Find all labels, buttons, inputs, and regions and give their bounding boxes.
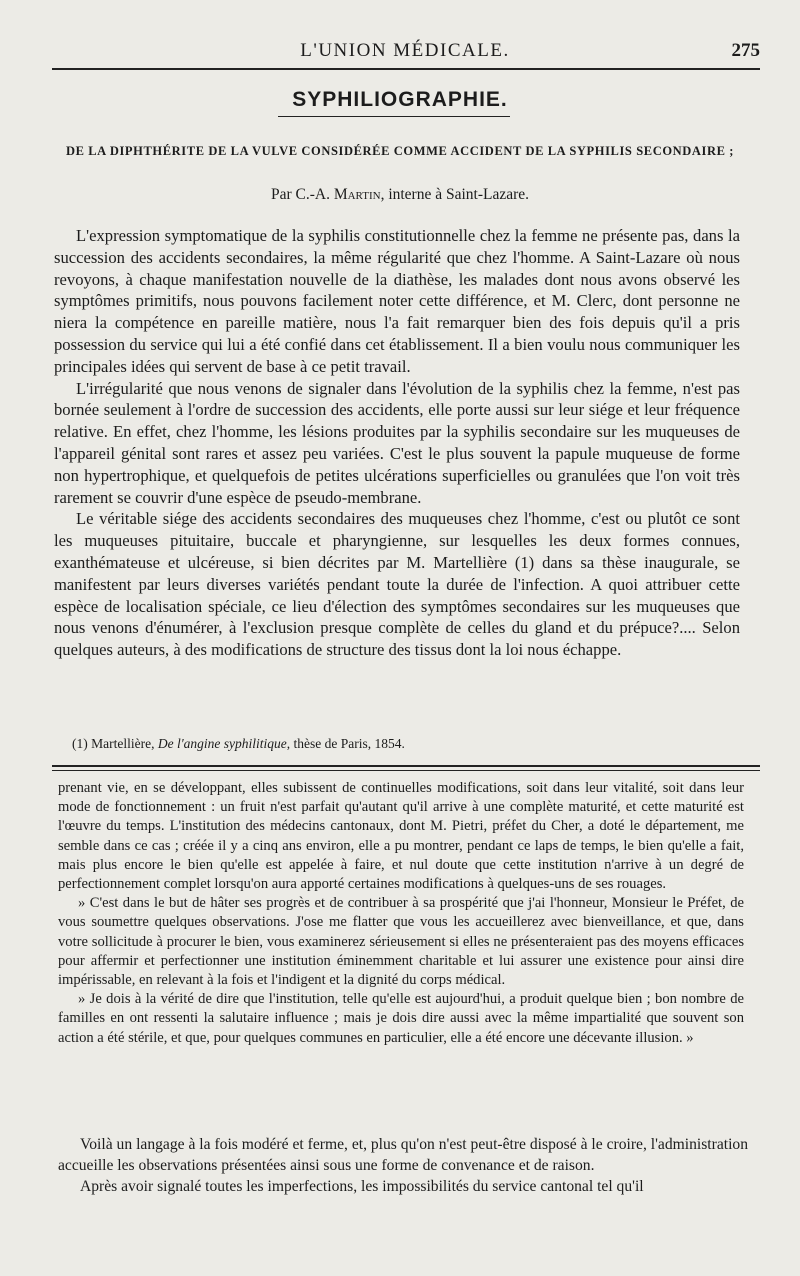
article-paragraph: L'expression symptomatique de la syphilis constitutionnelle chez la femme ne présente pas, dans la succession des accidents secondaires, la même régularité que chez l'homme. A Saint-Lazare où nous revoyons, à chaque manifestation nouvelle de la diathèse, les malades dont nous avons observé les symptômes primitifs, nous pouvons facilement noter cette différence, et M. Clerc, dont personne ne niera la compétence en pareille matière, nous l'a fait remarquer bien des fois depuis qu'il a pris possession du service qui lui a été confié dans cet établissement. Il a bien voulu nous communiquer les principales idées qui servent de base à ce petit travail. — [54, 226, 740, 376]
continuation-paragraph: » Je dois à la vérité de dire que l'institution, telle qu'elle est aujourd'hui, a produit quelque bien ; bon nombre de familles en ont ressenti la salutaire influence ; mais je dois dire aussi avec la même impartialité que souvent son action a été stérile, et que, pour quelques communes en particulier, elle a été encore une décevante illusion. » — [58, 991, 744, 1046]
header-rule — [52, 68, 760, 70]
article-body — [54, 225, 740, 661]
byline-prefix: Par C.-A. — [270, 186, 334, 203]
separator-rule — [52, 770, 760, 771]
continuation-paragraph: prenant vie, en se développant, elles subissent de continuelles modifications, soit dans leur vitalité, soit dans leur mode de fonctionnement : un fruit n'est parfait qu'autant qu'il arrive à une complète maturité, et cette maturité est l'œuvre du temps. L'institution des médecins cantonaux, dont M. Pietri, préfet du Cher, a doté le département, me semble dans ce cas ; créée il y a cinq ans environ, elle a pu montrer, pendant ce laps de temps, le bien qu'elle a fait, mais plus encore le bien qu'elle est appelée à faire, et nul doute que cette institution n'arrive à un degré de perfectionnement complet lorsqu'on aura apporté certaines modifications à quelques-uns de ses rouages. — [58, 780, 744, 893]
closing-paragraph: Après avoir signalé toutes les imperfections, les impossibilités du service cantonal tel qu'il — [80, 1177, 644, 1195]
article-title: DE LA DIPHTHÉRITE DE LA VULVE CONSIDÉRÉE COMME ACCIDENT DE LA SYPHILIS SECONDAIRE ; — [65, 144, 735, 158]
continuation-paragraph: » C'est dans le but de hâter ses progrès et de contribuer à sa prospérité que j'ai l'honneur, Monsieur le Préfet, de vous soumettre quelques observations. J'ose me flatter que vous les accueillerez avec bienveillance, et que, dans votre sollicitude à procurer le bien, vous examinerez sérieusement si elles ne présenteraient pas des moyens efficaces pour affermir et perfectionner une institution éminemment charitable et lui assurer une existence pour ainsi dire impérissable, en relevant à la fois et l'indigent et la dignité du corps médical. — [58, 895, 744, 989]
section-heading: SYPHILIOGRAPHIE. — [292, 88, 508, 111]
continuation-body — [58, 779, 744, 1048]
page-header — [50, 40, 760, 68]
footnote-title: De l'angine syphilitique — [157, 736, 287, 751]
running-title: L'UNION MÉDICALE. — [300, 40, 510, 61]
byline-author: Martin — [333, 186, 381, 203]
separator-rule — [52, 765, 760, 767]
page-number: 275 — [731, 40, 760, 61]
closing-paragraph: Voilà un langage à la fois modéré et ferme, et, plus qu'on n'est peut-être disposé à le croire, l'administration accueille les observations présentées ainsi sous une forme de convenance et de raison. — [58, 1136, 748, 1174]
footnote-prefix: (1) Martellière, — [72, 736, 158, 751]
article-paragraph: Le véritable siége des accidents secondaires des muqueuses chez l'homme, c'est ou plutôt ce sont les muqueuses pituitaire, buccale et pharyngienne, sur lesquelles les deux formes connues, exanthémateuse et ulcéreuse, si bien décrites par M. Martellière (1) dans sa thèse inaugurale, se manifestent par leurs diverses variétés pendant toute la durée de l'infection. A quoi attribuer cette espèce de localisation spéciale, ce lieu d'élection des symptômes secondaires sur les muqueuses que nous venons d'énumérer, à l'exclusion presque complète de celles du gland et du prépuce?.... Selon quelques auteurs, à des modifications de structure des tissus dont la loi nous échappe. — [54, 509, 740, 660]
footnote-suffix: , thèse de Paris, 1854. — [286, 736, 405, 751]
byline-suffix: , interne à Saint-Lazare. — [380, 186, 530, 203]
footnote — [72, 735, 732, 753]
byline — [0, 186, 800, 204]
section-heading-underline — [278, 116, 510, 117]
article-paragraph: L'irrégularité que nous venons de signaler dans l'évolution de la syphilis chez la femme, n'est pas bornée seulement à l'ordre de succession des accidents, elle porte aussi sur leur siége et leur fréquence relative. En effet, chez l'homme, les lésions produites par la syphilis secondaire sur les muqueuses de l'appareil génital sont rares et assez peu variées. C'est le plus souvent la papule muqueuse de forme non hypertrophique, et quelquefois de petites ulcérations superficielles ou granulées que l'on voit très rarement se couvrir d'une espèce de pseudo-membrane. — [54, 378, 740, 507]
closing-body — [58, 1135, 748, 1197]
